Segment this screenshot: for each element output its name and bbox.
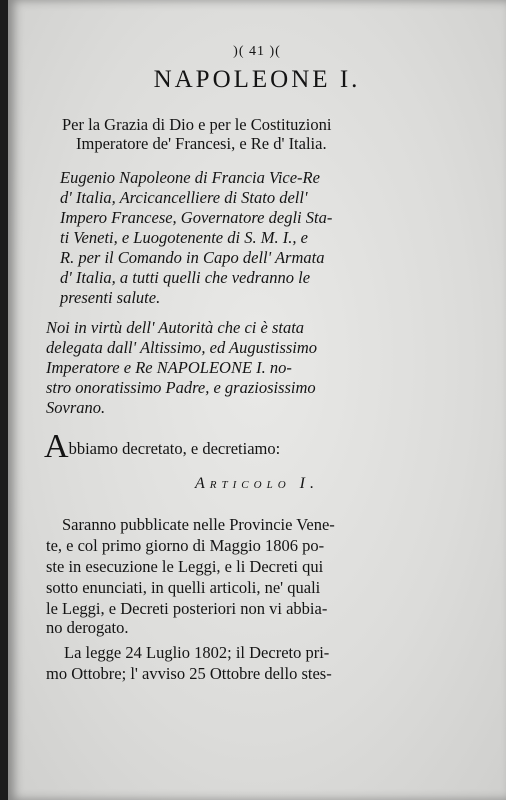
grace-line-1: Per la Grazia di Dio e per le Costituzioni (62, 115, 332, 134)
eugenio-line-5: R. per il Comando in Capo dell' Armata (60, 248, 325, 267)
document-page (8, 0, 506, 800)
page-title: NAPOLEONE I. (153, 66, 361, 93)
body-line-5: le Leggi, e Decreti posteriori non vi abbia- (46, 599, 328, 618)
page-number: )( 41 )( (233, 44, 281, 59)
eugenio-line-6: d' Italia, a tutti quelli che vedranno le (60, 268, 311, 287)
noi-line-2: delegata dall' Altissimo, ed Augustissimo (46, 338, 318, 357)
eugenio-line-2: d' Italia, Arcicancelliere di Stato dell' (60, 188, 308, 207)
decree-text: bbiamo decretato, e decretiamo: (68, 439, 281, 458)
eugenio-line-3: Impero Francese, Governatore degli Sta- (60, 208, 333, 227)
decree-initial: A (44, 428, 69, 465)
body-line-1: Saranno pubblicate nelle Provincie Vene- (62, 515, 335, 534)
eugenio-line-7: presenti salute. (60, 288, 161, 307)
body-line-8: mo Ottobre; l' avviso 25 Ottobre dello stes- (46, 664, 332, 683)
body-line-4: sotto enunciati, in quelli articoli, ne' quali (46, 578, 321, 597)
article-heading: Articolo I. (195, 475, 319, 492)
body-line-3: ste in esecuzione le Leggi, e li Decreti qui (46, 557, 324, 576)
noi-line-1: Noi in virtù dell' Autorità che ci è stata (46, 318, 305, 337)
grace-line-2: Imperatore de' Francesi, e Re d' Italia. (76, 134, 327, 153)
body-line-2: te, e col primo giorno di Maggio 1806 po- (46, 536, 325, 555)
noi-line-3: Imperatore e Re NAPOLEONE I. no- (46, 358, 292, 377)
eugenio-line-1: Eugenio Napoleone di Francia Vice-Re (60, 168, 320, 187)
decree-line (44, 428, 281, 465)
body-line-7: La legge 24 Luglio 1802; il Decreto pri- (64, 643, 330, 662)
noi-line-5: Sovrano. (46, 398, 106, 417)
body-line-6: no derogato. (46, 618, 129, 637)
eugenio-line-4: ti Veneti, e Luogotenente di S. M. I., e (60, 228, 308, 247)
noi-line-4: stro onoratissimo Padre, e graziosissimo (46, 378, 316, 397)
